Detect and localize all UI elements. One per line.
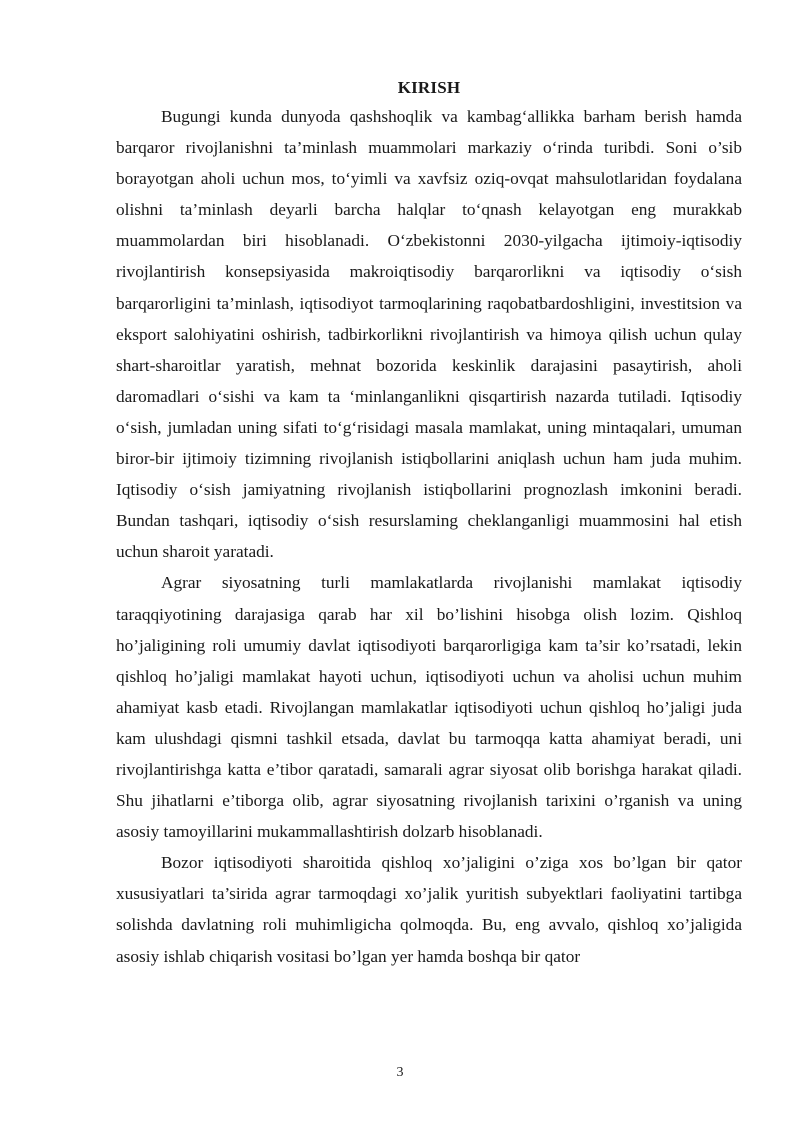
paragraph-2: Agrar siyosatning turli mamlakatlarda rivojlanishi mamlakat iqtisodiy taraqqiyotining darajasiga qarab har xil bo’lishini hisobga olish lozim. Qishloq ho’jaligining roli umumiy davlat iqtisodiyoti barqarorligiga kam ta’sir ko’rsatadi, lekin qishloq ho’jaligi mamlakat hayoti uchun, iqtisodiyoti uchun va aholisi uchun muhim ahamiyat kasb etadi. Rivojlangan mamlakatlar iqtisodiyoti uchun qishloq ho’jaligi juda kam ulushdagi qismni tashkil etsada, davlat bu tarmoqqa katta ahamiyat beradi, uni rivojlantirishga katta e’tibor qaratadi, samarali agrar siyosat olib borishga harakat qiladi. Shu jihatlarni e’tiborga olib, agrar siyosatning rivojlanish tarixini o’rganish va uning asosiy tamoyillarini mukammallashtirish dolzarb hisoblanadi. bbox=[116, 573, 742, 842]
paragraph-3: Bozor iqtisodiyoti sharoitida qishloq xo’jaligini o’ziga xos bo’lgan bir qator xususiyatlari ta’sirida agrar tarmoqdagi xo’jalik yuritish subyektlari faoliyatini tartibga solishda davlatning roli muhimligicha qolmoqda. Bu, eng avvalo, qishloq xo’jaligida asosiy ishlab chiqarish vositasi bo’lgan yer hamda boshqa bir qator bbox=[116, 853, 742, 966]
page-number: 3 bbox=[396, 1065, 404, 1080]
document-page bbox=[116, 76, 742, 972]
section-heading: KIRISH bbox=[397, 78, 461, 97]
paragraph-1: Bugungi kunda dunyoda qashshoqlik va kambag‘allikka barham berish hamda barqaror rivojlanishni ta’minlash muammolari markaziy o‘rinda turibdi. Soni o’sib borayotgan aholi uchun mos, to‘yimli va xavfsiz oziq-ovqat mahsulotlaridan foydalana olishni ta’minlash deyarli barcha halqlar to‘qnash kelayotgan eng murakkab muammolardan biri hisoblanadi. O‘zbekistonni 2030-yilgacha ijtimoiy-iqtisodiy rivojlantirish konsepsiyasida makroiqtisodiy barqarorlikni va iqtisodiy o‘sish barqarorligini ta’minlash, iqtisodiyot tarmoqlarining raqobatbardoshligini, investitsion va eksport salohiyatini oshirish, tadbirkorlikni rivojlantirish va himoya qilish uchun qulay shart-sharoitlar yaratish, mehnat bozorida keskinlik darajasini pasaytirish, aholi daromadlari o‘sishi va kam ta ‘minlanganlikni qisqartirish nazarda tutiladi. Iqtisodiy o‘sish, jumladan uning sifati to‘g‘risidagi masala mamlakat, uning mintaqalari, umuman biror-bir ijtimoiy tizimning rivojlanish istiqbollarini aniqlash uchun ham juda muhim. Iqtisodiy o‘sish jamiyatning rivojlanish istiqbollarini prognozlash imkonini beradi. Bundan tashqari, iqtisodiy o‘sish resurslaming cheklanganligi muammosini hal etish uchun sharoit yaratadi. bbox=[116, 107, 742, 562]
